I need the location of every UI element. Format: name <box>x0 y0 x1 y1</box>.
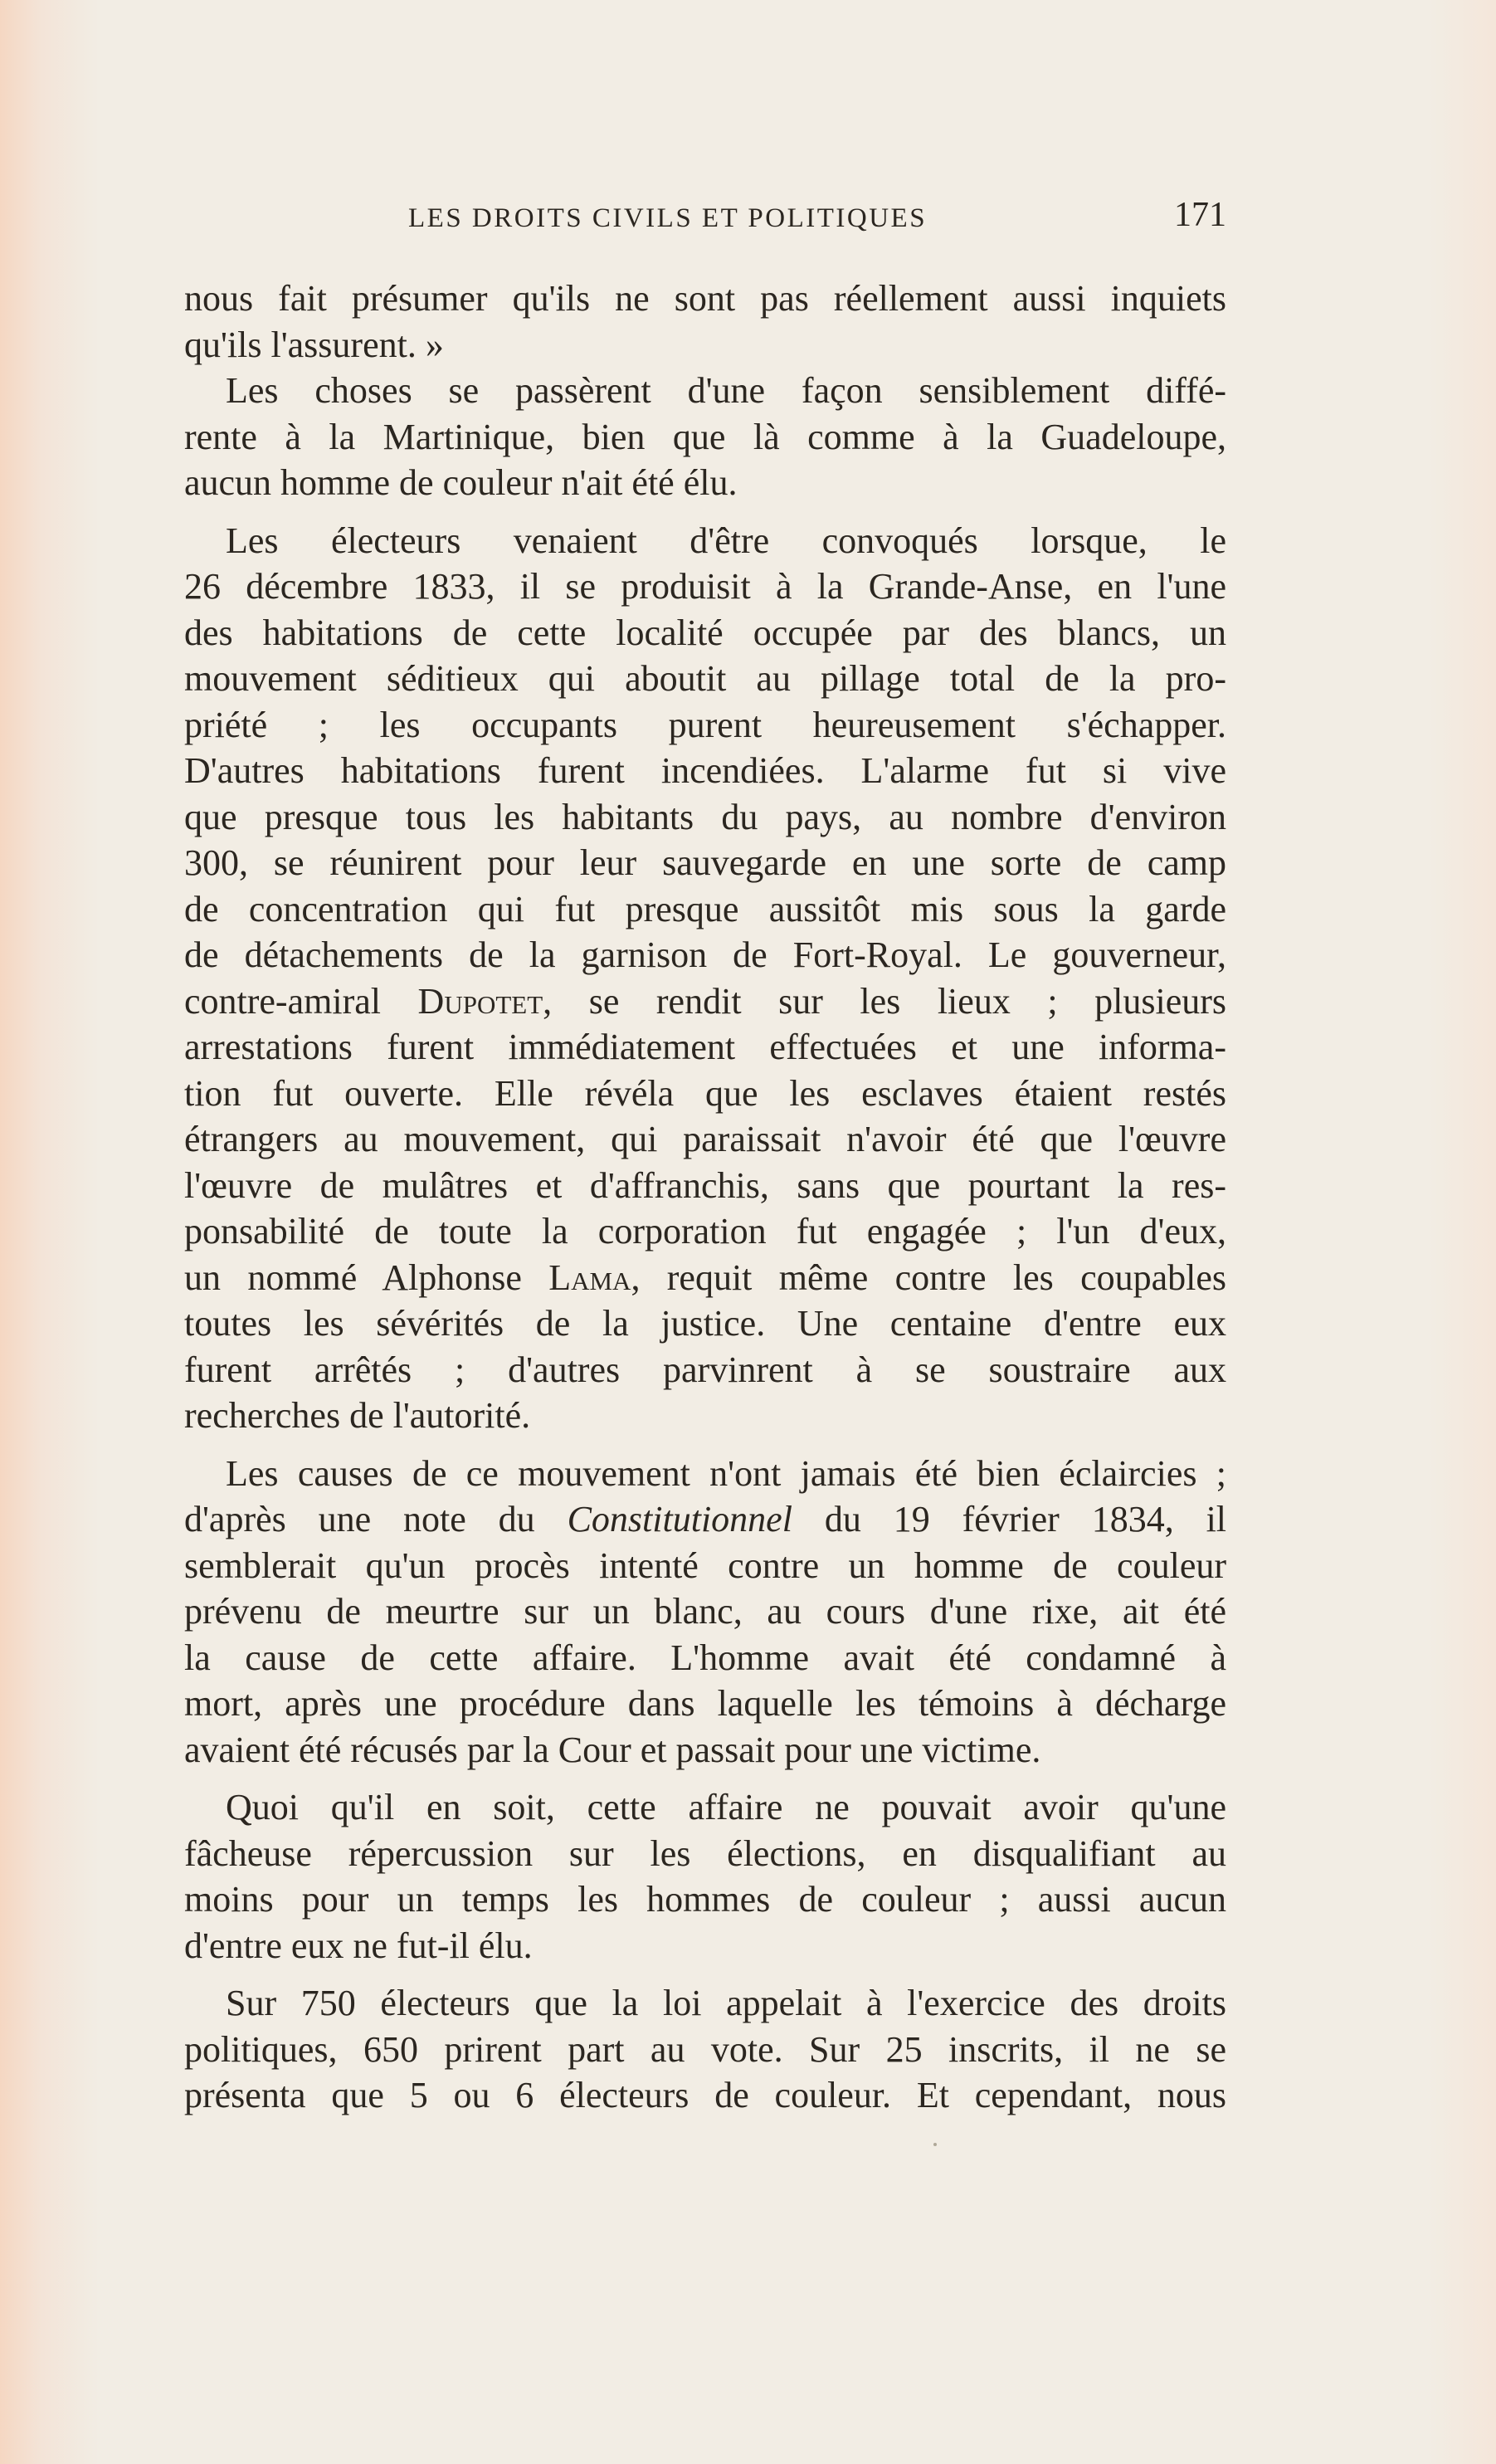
text-line: rente à la Martinique, bien que là comme à la Guadeloupe, <box>184 416 1226 457</box>
text-line: mouvement séditieux qui aboutit au pillage total de la pro- <box>184 658 1226 699</box>
text-line: aucun homme de couleur n'ait été élu. <box>184 462 738 503</box>
text-line: politiques, 650 prirent part au vote. Sur 25 inscrits, il ne se <box>184 2028 1226 2070</box>
text-line <box>184 1255 1226 1301</box>
paragraph-start-line: Les causes de ce mouvement n'ont jamais été bien éclaircies ; <box>226 1452 1226 1494</box>
text-line: arrestations furent immédiatement effectuées et une informa- <box>184 1027 1226 1067</box>
text-line <box>184 978 1226 1025</box>
line-segment: un nommé Alphonse <box>184 1256 522 1298</box>
line-segment: d'après une note du <box>184 1499 535 1539</box>
paragraph-start-line: Les électeurs venaient d'être convoqués lorsque, le <box>226 520 1226 561</box>
line-segment: , se rendit sur les lieux ; plusieurs <box>543 980 1226 1022</box>
person-name: Dupotet <box>417 980 543 1022</box>
text-line: la cause de cette affaire. L'homme avait été condamné à <box>184 1637 1226 1678</box>
text-line: 26 décembre 1833, il se produisit à la Grande-Anse, en l'une <box>184 566 1226 607</box>
text-line: furent arrêtés ; d'autres parvinrent à se soustraire aux <box>184 1349 1226 1390</box>
paragraph-start-line: Les choses se passèrent d'une façon sensiblement diffé- <box>226 370 1226 411</box>
text-line: étrangers au mouvement, qui paraissait n'avoir été que l'œuvre <box>184 1119 1226 1159</box>
text-line: présenta que 5 ou 6 électeurs de couleur. Et cependant, nous <box>184 2075 1226 2115</box>
text-line: de concentration qui fut presque aussitôt mis sous la garde <box>184 888 1226 929</box>
text-line: D'autres habitations furent incendiées. L'alarme fut si vive <box>184 750 1226 791</box>
text-line: priété ; les occupants purent heureusement s'échapper. <box>184 704 1226 745</box>
text-line: fâcheuse répercussion sur les élections, en disqualifiant au <box>184 1832 1226 1874</box>
text-line: tion fut ouverte. Elle révéla que les esclaves étaient restés <box>184 1072 1226 1114</box>
text-line: prévenu de meurtre sur un blanc, au cours d'une rixe, ait été <box>184 1591 1226 1632</box>
line-segment: , requit même contre les coupables <box>631 1256 1226 1298</box>
body-text <box>184 276 1226 2119</box>
text-line: recherches de l'autorité. <box>184 1395 531 1436</box>
text-line: que presque tous les habitants du pays, au nombre d'environ <box>184 796 1226 837</box>
text-line: des habitations de cette localité occupée par des blancs, un <box>184 612 1226 653</box>
paragraph-start-line: Sur 750 électeurs que la loi appelait à l'exercice des droits <box>226 1983 1226 2023</box>
page-number: 171 <box>1174 196 1226 234</box>
running-head: LES DROITS CIVILS ET POLITIQUES <box>408 203 928 233</box>
text-line: toutes les sévérités de la justice. Une centaine d'entre eux <box>184 1303 1226 1344</box>
text-line: semblerait qu'un procès intenté contre un homme de couleur <box>184 1544 1226 1586</box>
text-line: de détachements de la garnison de Fort-Royal. Le gouverneur, <box>184 934 1226 975</box>
text-line: qu'ils l'assurent. » <box>184 324 444 365</box>
paper-speck <box>933 2143 937 2146</box>
text-line <box>184 1496 1226 1543</box>
paragraph-start-line: Quoi qu'il en soit, cette affaire ne pouvait avoir qu'une <box>226 1787 1226 1827</box>
text-line: l'œuvre de mulâtres et d'affranchis, sans que pourtant la res- <box>184 1164 1226 1206</box>
newspaper-title: Constitutionnel <box>567 1499 792 1539</box>
text-line: nous fait présumer qu'ils ne sont pas réellement aussi inquiets <box>184 278 1226 319</box>
text-line: mort, après une procédure dans laquelle les témoins à décharge <box>184 1683 1226 1724</box>
text-line: avaient été récusés par la Cour et passait pour une victime. <box>184 1729 1041 1770</box>
text-line: ponsabilité de toute la corporation fut engagée ; l'un d'eux, <box>184 1211 1226 1252</box>
line-segment: du 19 février 1834, il <box>824 1499 1226 1539</box>
text-line: d'entre eux ne fut-il élu. <box>184 1925 533 1966</box>
text-line: moins pour un temps les hommes de couleur ; aussi aucun <box>184 1879 1226 1920</box>
page-header <box>184 195 1226 245</box>
person-name: Lama <box>548 1256 631 1298</box>
line-segment: contre-amiral <box>184 980 381 1022</box>
text-line: 300, se réunirent pour leur sauvegarde en une sorte de camp <box>184 842 1226 883</box>
